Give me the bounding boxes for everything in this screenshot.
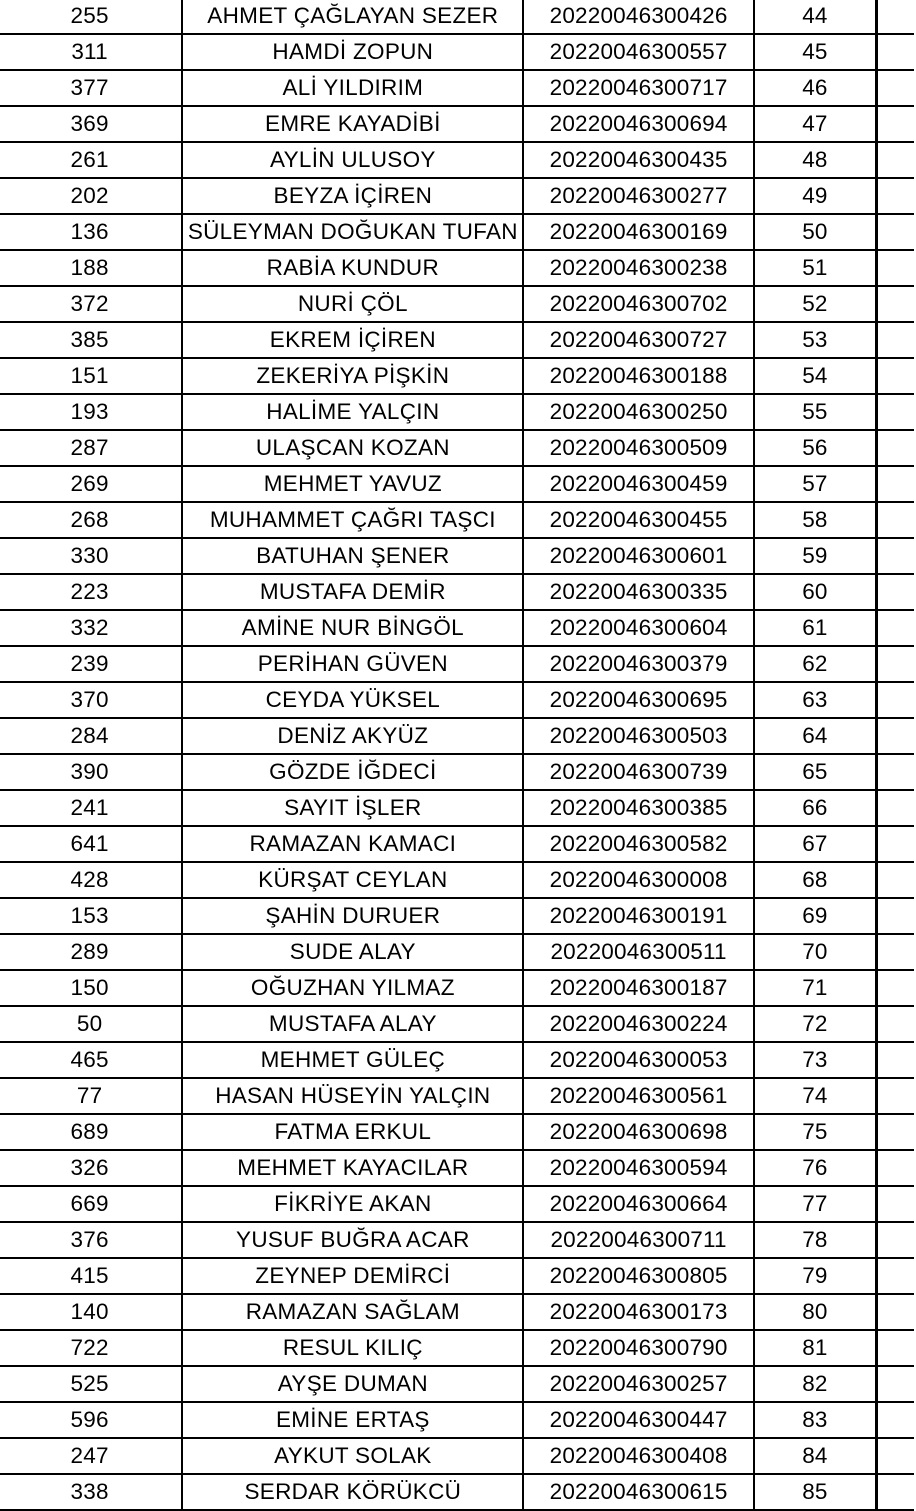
cell-student-id: 20220046300459 [523, 466, 753, 502]
cell-no: 136 [0, 214, 182, 250]
cell-no: 289 [0, 934, 182, 970]
table-row [0, 106, 914, 142]
cell-blank [877, 898, 914, 934]
cell-no: 376 [0, 1222, 182, 1258]
cell-no: 269 [0, 466, 182, 502]
cell-rank: 55 [754, 394, 877, 430]
table-row [0, 1330, 914, 1366]
cell-name: ZEYNEP DEMİRCİ [182, 1258, 523, 1294]
cell-blank [877, 466, 914, 502]
cell-rank: 54 [754, 358, 877, 394]
cell-name: MUHAMMET ÇAĞRI TAŞCI [182, 502, 523, 538]
cell-rank: 52 [754, 286, 877, 322]
cell-student-id: 20220046300455 [523, 502, 753, 538]
cell-no: 241 [0, 790, 182, 826]
cell-blank [877, 754, 914, 790]
cell-blank [877, 430, 914, 466]
table-row [0, 1186, 914, 1222]
cell-rank: 59 [754, 538, 877, 574]
cell-no: 153 [0, 898, 182, 934]
cell-name: PERİHAN GÜVEN [182, 646, 523, 682]
cell-no: 338 [0, 1474, 182, 1510]
cell-name: MEHMET KAYACILAR [182, 1150, 523, 1186]
cell-student-id: 20220046300187 [523, 970, 753, 1006]
cell-blank [877, 646, 914, 682]
cell-no: 641 [0, 826, 182, 862]
cell-no: 385 [0, 322, 182, 358]
cell-no: 369 [0, 106, 182, 142]
cell-rank: 79 [754, 1258, 877, 1294]
cell-rank: 80 [754, 1294, 877, 1330]
cell-name: RAMAZAN SAĞLAM [182, 1294, 523, 1330]
cell-no: 284 [0, 718, 182, 754]
cell-no: 332 [0, 610, 182, 646]
table-row [0, 646, 914, 682]
cell-blank [877, 34, 914, 70]
table-row [0, 1222, 914, 1258]
cell-student-id: 20220046300250 [523, 394, 753, 430]
cell-no: 287 [0, 430, 182, 466]
cell-student-id: 20220046300805 [523, 1258, 753, 1294]
cell-blank [877, 322, 914, 358]
cell-name: MEHMET GÜLEÇ [182, 1042, 523, 1078]
cell-student-id: 20220046300335 [523, 574, 753, 610]
table-row [0, 790, 914, 826]
cell-student-id: 20220046300727 [523, 322, 753, 358]
cell-rank: 48 [754, 142, 877, 178]
table-row [0, 610, 914, 646]
table-row [0, 358, 914, 394]
cell-name: RESUL KILIÇ [182, 1330, 523, 1366]
cell-rank: 81 [754, 1330, 877, 1366]
cell-blank [877, 1186, 914, 1222]
cell-rank: 57 [754, 466, 877, 502]
cell-no: 223 [0, 574, 182, 610]
cell-blank [877, 358, 914, 394]
cell-no: 255 [0, 0, 182, 34]
table-row [0, 754, 914, 790]
cell-rank: 83 [754, 1402, 877, 1438]
table-row [0, 862, 914, 898]
cell-blank [877, 682, 914, 718]
cell-student-id: 20220046300277 [523, 178, 753, 214]
cell-student-id: 20220046300739 [523, 754, 753, 790]
cell-no: 50 [0, 1006, 182, 1042]
cell-name: HASAN HÜSEYİN YALÇIN [182, 1078, 523, 1114]
cell-name: YUSUF BUĞRA ACAR [182, 1222, 523, 1258]
table-row [0, 430, 914, 466]
cell-student-id: 20220046300511 [523, 934, 753, 970]
cell-rank: 63 [754, 682, 877, 718]
cell-name: MUSTAFA ALAY [182, 1006, 523, 1042]
table-row [0, 214, 914, 250]
cell-no: 188 [0, 250, 182, 286]
cell-blank [877, 106, 914, 142]
cell-rank: 56 [754, 430, 877, 466]
cell-rank: 67 [754, 826, 877, 862]
cell-student-id: 20220046300447 [523, 1402, 753, 1438]
cell-student-id: 20220046300435 [523, 142, 753, 178]
cell-student-id: 20220046300790 [523, 1330, 753, 1366]
cell-name: EMİNE ERTAŞ [182, 1402, 523, 1438]
cell-rank: 76 [754, 1150, 877, 1186]
table-row [0, 1006, 914, 1042]
cell-name: EKREM İÇİREN [182, 322, 523, 358]
cell-student-id: 20220046300238 [523, 250, 753, 286]
cell-rank: 62 [754, 646, 877, 682]
cell-name: CEYDA YÜKSEL [182, 682, 523, 718]
cell-blank [877, 934, 914, 970]
cell-rank: 71 [754, 970, 877, 1006]
table-row [0, 970, 914, 1006]
cell-rank: 50 [754, 214, 877, 250]
cell-no: 151 [0, 358, 182, 394]
cell-no: 193 [0, 394, 182, 430]
cell-blank [877, 502, 914, 538]
cell-no: 77 [0, 1078, 182, 1114]
cell-no: 140 [0, 1294, 182, 1330]
cell-blank [877, 1114, 914, 1150]
cell-student-id: 20220046300008 [523, 862, 753, 898]
cell-student-id: 20220046300426 [523, 0, 753, 34]
table-row [0, 1042, 914, 1078]
table-row [0, 502, 914, 538]
cell-no: 370 [0, 682, 182, 718]
cell-no: 390 [0, 754, 182, 790]
cell-blank [877, 718, 914, 754]
table-row [0, 538, 914, 574]
cell-blank [877, 1258, 914, 1294]
cell-name: RABİA KUNDUR [182, 250, 523, 286]
cell-name: RAMAZAN KAMACI [182, 826, 523, 862]
cell-name: ŞAHİN DURUER [182, 898, 523, 934]
cell-rank: 78 [754, 1222, 877, 1258]
cell-blank [877, 862, 914, 898]
cell-no: 415 [0, 1258, 182, 1294]
cell-name: AHMET ÇAĞLAYAN SEZER [182, 0, 523, 34]
cell-student-id: 20220046300601 [523, 538, 753, 574]
cell-student-id: 20220046300408 [523, 1438, 753, 1474]
cell-rank: 72 [754, 1006, 877, 1042]
cell-name: SAYIT İŞLER [182, 790, 523, 826]
cell-name: HAMDİ ZOPUN [182, 34, 523, 70]
cell-name: MUSTAFA DEMİR [182, 574, 523, 610]
cell-student-id: 20220046300188 [523, 358, 753, 394]
cell-no: 330 [0, 538, 182, 574]
cell-no: 202 [0, 178, 182, 214]
cell-student-id: 20220046300711 [523, 1222, 753, 1258]
cell-no: 465 [0, 1042, 182, 1078]
cell-blank [877, 1006, 914, 1042]
table-row [0, 70, 914, 106]
cell-no: 525 [0, 1366, 182, 1402]
cell-rank: 53 [754, 322, 877, 358]
cell-blank [877, 286, 914, 322]
cell-no: 372 [0, 286, 182, 322]
cell-rank: 51 [754, 250, 877, 286]
cell-rank: 69 [754, 898, 877, 934]
cell-student-id: 20220046300698 [523, 1114, 753, 1150]
cell-rank: 64 [754, 718, 877, 754]
table-row [0, 250, 914, 286]
table-row [0, 322, 914, 358]
cell-name: SÜLEYMAN DOĞUKAN TUFAN [182, 214, 523, 250]
cell-blank [877, 538, 914, 574]
cell-no: 150 [0, 970, 182, 1006]
cell-blank [877, 1438, 914, 1474]
cell-name: FİKRİYE AKAN [182, 1186, 523, 1222]
table-row [0, 1114, 914, 1150]
cell-student-id: 20220046300695 [523, 682, 753, 718]
table-row [0, 718, 914, 754]
table-row [0, 574, 914, 610]
table-row [0, 34, 914, 70]
table-row [0, 1258, 914, 1294]
table-row [0, 1474, 914, 1510]
cell-blank [877, 214, 914, 250]
table-row [0, 1402, 914, 1438]
cell-student-id: 20220046300582 [523, 826, 753, 862]
cell-blank [877, 250, 914, 286]
table-row [0, 1366, 914, 1402]
cell-student-id: 20220046300053 [523, 1042, 753, 1078]
cell-no: 722 [0, 1330, 182, 1366]
cell-name: ZEKERİYA PİŞKİN [182, 358, 523, 394]
cell-student-id: 20220046300173 [523, 1294, 753, 1330]
cell-no: 239 [0, 646, 182, 682]
cell-blank [877, 1330, 914, 1366]
cell-blank [877, 610, 914, 646]
cell-no: 428 [0, 862, 182, 898]
cell-student-id: 20220046300594 [523, 1150, 753, 1186]
cell-student-id: 20220046300717 [523, 70, 753, 106]
cell-student-id: 20220046300664 [523, 1186, 753, 1222]
cell-name: AYŞE DUMAN [182, 1366, 523, 1402]
cell-rank: 49 [754, 178, 877, 214]
cell-name: AYLİN ULUSOY [182, 142, 523, 178]
cell-blank [877, 1078, 914, 1114]
table-row [0, 394, 914, 430]
cell-blank [877, 0, 914, 34]
cell-no: 268 [0, 502, 182, 538]
cell-student-id: 20220046300169 [523, 214, 753, 250]
cell-student-id: 20220046300702 [523, 286, 753, 322]
cell-name: DENİZ AKYÜZ [182, 718, 523, 754]
cell-blank [877, 178, 914, 214]
cell-rank: 75 [754, 1114, 877, 1150]
cell-student-id: 20220046300615 [523, 1474, 753, 1510]
cell-blank [877, 1150, 914, 1186]
cell-name: ULAŞCAN KOZAN [182, 430, 523, 466]
table-row [0, 0, 914, 34]
cell-name: FATMA ERKUL [182, 1114, 523, 1150]
cell-rank: 46 [754, 70, 877, 106]
table-row [0, 826, 914, 862]
cell-student-id: 20220046300379 [523, 646, 753, 682]
cell-rank: 82 [754, 1366, 877, 1402]
cell-no: 689 [0, 1114, 182, 1150]
cell-rank: 66 [754, 790, 877, 826]
cell-blank [877, 1402, 914, 1438]
cell-name: ALİ YILDIRIM [182, 70, 523, 106]
cell-student-id: 20220046300694 [523, 106, 753, 142]
cell-blank [877, 1474, 914, 1510]
table-row [0, 1078, 914, 1114]
cell-blank [877, 70, 914, 106]
cell-rank: 61 [754, 610, 877, 646]
cell-no: 596 [0, 1402, 182, 1438]
table-row [0, 178, 914, 214]
table-row [0, 934, 914, 970]
table-row [0, 682, 914, 718]
cell-student-id: 20220046300191 [523, 898, 753, 934]
table-row [0, 1294, 914, 1330]
cell-rank: 77 [754, 1186, 877, 1222]
cell-student-id: 20220046300257 [523, 1366, 753, 1402]
table-row [0, 466, 914, 502]
cell-no: 377 [0, 70, 182, 106]
cell-name: BEYZA İÇİREN [182, 178, 523, 214]
cell-student-id: 20220046300503 [523, 718, 753, 754]
cell-name: EMRE KAYADİBİ [182, 106, 523, 142]
cell-blank [877, 574, 914, 610]
cell-rank: 44 [754, 0, 877, 34]
cell-name: SUDE ALAY [182, 934, 523, 970]
cell-no: 326 [0, 1150, 182, 1186]
cell-name: AYKUT SOLAK [182, 1438, 523, 1474]
cell-rank: 85 [754, 1474, 877, 1510]
cell-rank: 58 [754, 502, 877, 538]
cell-blank [877, 826, 914, 862]
table-row [0, 1150, 914, 1186]
cell-blank [877, 790, 914, 826]
cell-rank: 70 [754, 934, 877, 970]
cell-no: 669 [0, 1186, 182, 1222]
cell-student-id: 20220046300509 [523, 430, 753, 466]
cell-name: AMİNE NUR BİNGÖL [182, 610, 523, 646]
table-row [0, 1438, 914, 1474]
cell-blank [877, 1222, 914, 1258]
cell-student-id: 20220046300224 [523, 1006, 753, 1042]
cell-rank: 73 [754, 1042, 877, 1078]
cell-rank: 45 [754, 34, 877, 70]
cell-name: OĞUZHAN YILMAZ [182, 970, 523, 1006]
cell-blank [877, 1366, 914, 1402]
cell-blank [877, 970, 914, 1006]
cell-no: 311 [0, 34, 182, 70]
table-row [0, 898, 914, 934]
cell-rank: 47 [754, 106, 877, 142]
cell-rank: 74 [754, 1078, 877, 1114]
cell-rank: 60 [754, 574, 877, 610]
cell-blank [877, 142, 914, 178]
table-row [0, 142, 914, 178]
cell-name: BATUHAN ŞENER [182, 538, 523, 574]
cell-blank [877, 1042, 914, 1078]
cell-name: HALİME YALÇIN [182, 394, 523, 430]
cell-blank [877, 1294, 914, 1330]
cell-student-id: 20220046300557 [523, 34, 753, 70]
cell-no: 261 [0, 142, 182, 178]
cell-name: NURİ ÇÖL [182, 286, 523, 322]
cell-blank [877, 394, 914, 430]
cell-rank: 68 [754, 862, 877, 898]
cell-name: SERDAR KÖRÜKCÜ [182, 1474, 523, 1510]
cell-student-id: 20220046300561 [523, 1078, 753, 1114]
cell-rank: 65 [754, 754, 877, 790]
cell-student-id: 20220046300604 [523, 610, 753, 646]
cell-name: GÖZDE İĞDECİ [182, 754, 523, 790]
table-row [0, 286, 914, 322]
cell-rank: 84 [754, 1438, 877, 1474]
cell-student-id: 20220046300385 [523, 790, 753, 826]
cell-name: MEHMET YAVUZ [182, 466, 523, 502]
cell-no: 247 [0, 1438, 182, 1474]
cell-name: KÜRŞAT CEYLAN [182, 862, 523, 898]
